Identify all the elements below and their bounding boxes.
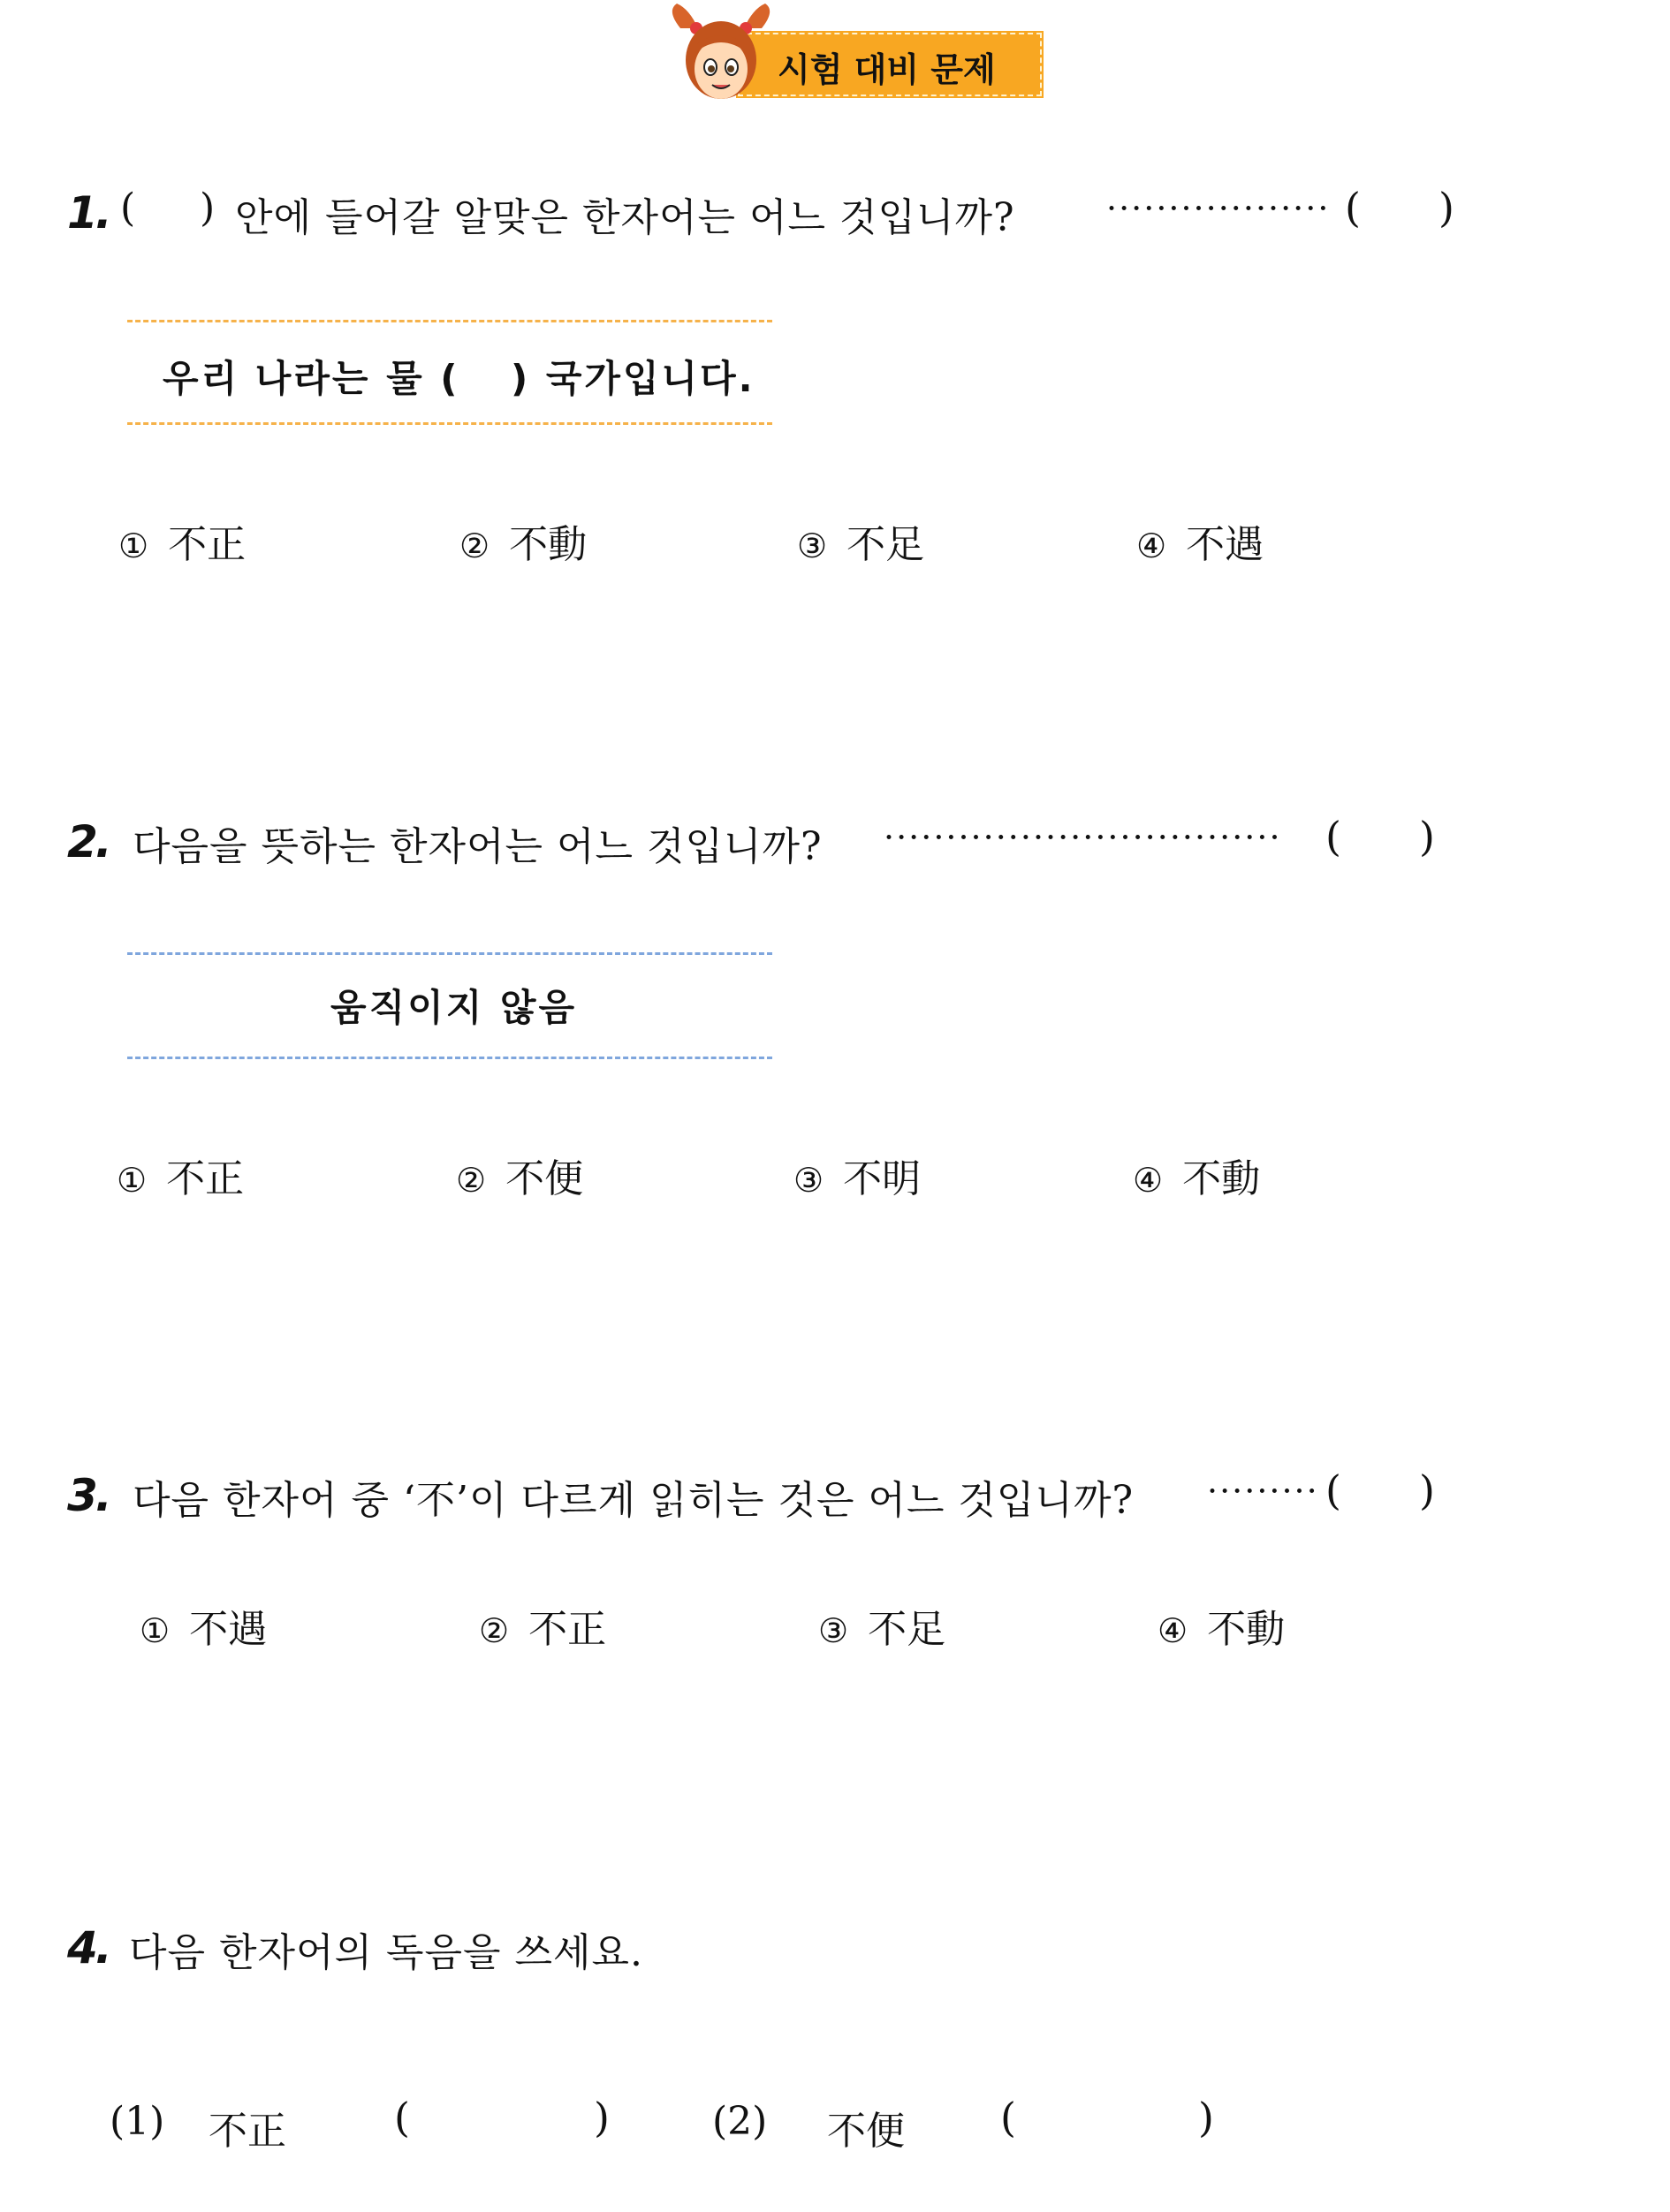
question-1-paren-open: ( bbox=[120, 186, 137, 231]
question-4-item-2-open: ( bbox=[1000, 2094, 1016, 2141]
question-2-option-4[interactable]: ④ 不動 bbox=[1133, 1156, 1261, 1201]
hint-top-divider bbox=[127, 952, 772, 955]
banner-title: 시험 대비 문제 bbox=[778, 50, 996, 89]
question-2-answer-close[interactable]: ) bbox=[1419, 813, 1435, 860]
question-1-answer-close[interactable]: ) bbox=[1438, 184, 1454, 231]
question-3-option-3[interactable]: ③ 不足 bbox=[818, 1607, 946, 1652]
question-2-option-3[interactable]: ③ 不明 bbox=[793, 1156, 922, 1201]
question-1-paren-close: ) bbox=[200, 186, 216, 231]
question-3-option-2[interactable]: ② 不正 bbox=[479, 1607, 607, 1652]
question-3-option-4[interactable]: ④ 不動 bbox=[1158, 1607, 1286, 1652]
question-4-item-1-close[interactable]: ) bbox=[594, 2094, 610, 2141]
question-4-item-2-close[interactable]: ) bbox=[1198, 2094, 1214, 2141]
question-2-hint: 움직이지 않음 bbox=[330, 986, 578, 1029]
question-3-option-1[interactable]: ① 不遇 bbox=[140, 1607, 268, 1652]
question-3-answer-open: ( bbox=[1325, 1466, 1341, 1514]
question-4-item-1-open: ( bbox=[394, 2094, 410, 2141]
question-3-text: 다음 한자어 중 ‘不’이 다르게 읽히는 것은 어느 것입니까? bbox=[133, 1478, 1135, 1523]
question-2-number: 2. bbox=[67, 816, 110, 867]
question-2-answer-open: ( bbox=[1325, 813, 1341, 860]
question-2-text: 다음을 뜻하는 한자어는 어느 것입니까? bbox=[133, 824, 823, 869]
question-2-option-1[interactable]: ① 不正 bbox=[117, 1156, 245, 1201]
hint-top-divider bbox=[127, 320, 772, 322]
question-1-dots: ·················· bbox=[1106, 189, 1331, 228]
question-1-hint-right: ) 국가입니다. bbox=[511, 357, 755, 400]
question-1-option-4[interactable]: ④ 不遇 bbox=[1136, 522, 1264, 567]
question-1-option-1[interactable]: ① 不正 bbox=[118, 522, 247, 567]
question-1-text: 안에 들어갈 알맞은 한자어는 어느 것입니까? bbox=[235, 195, 1015, 240]
question-4-text: 다음 한자어의 독음을 쓰세요. bbox=[129, 1930, 643, 1975]
question-4-number: 4. bbox=[67, 1922, 110, 1973]
question-3-dots: ········· bbox=[1207, 1472, 1319, 1511]
hint-bottom-divider bbox=[127, 1057, 772, 1059]
question-1-option-2[interactable]: ② 不動 bbox=[459, 522, 588, 567]
question-4-item-2-text: 不便 bbox=[827, 2109, 905, 2154]
question-3-number: 3. bbox=[67, 1470, 110, 1521]
question-3-answer-close[interactable]: ) bbox=[1419, 1466, 1435, 1514]
question-4-item-1-text: 不正 bbox=[209, 2109, 286, 2154]
girl-mascot-icon bbox=[661, 2, 781, 104]
question-1-answer-open: ( bbox=[1345, 184, 1361, 231]
question-1-number: 1. bbox=[67, 187, 110, 239]
question-1-option-3[interactable]: ③ 不足 bbox=[797, 522, 925, 567]
hint-bottom-divider bbox=[127, 422, 772, 425]
question-4-item-2-number: (2) bbox=[712, 2099, 768, 2144]
question-2-option-2[interactable]: ② 不便 bbox=[456, 1156, 584, 1201]
question-4-item-1-number: (1) bbox=[110, 2099, 165, 2144]
question-1-hint-left: 우리 나라는 물 ( bbox=[163, 357, 460, 400]
question-2-dots: ································ bbox=[884, 818, 1282, 857]
